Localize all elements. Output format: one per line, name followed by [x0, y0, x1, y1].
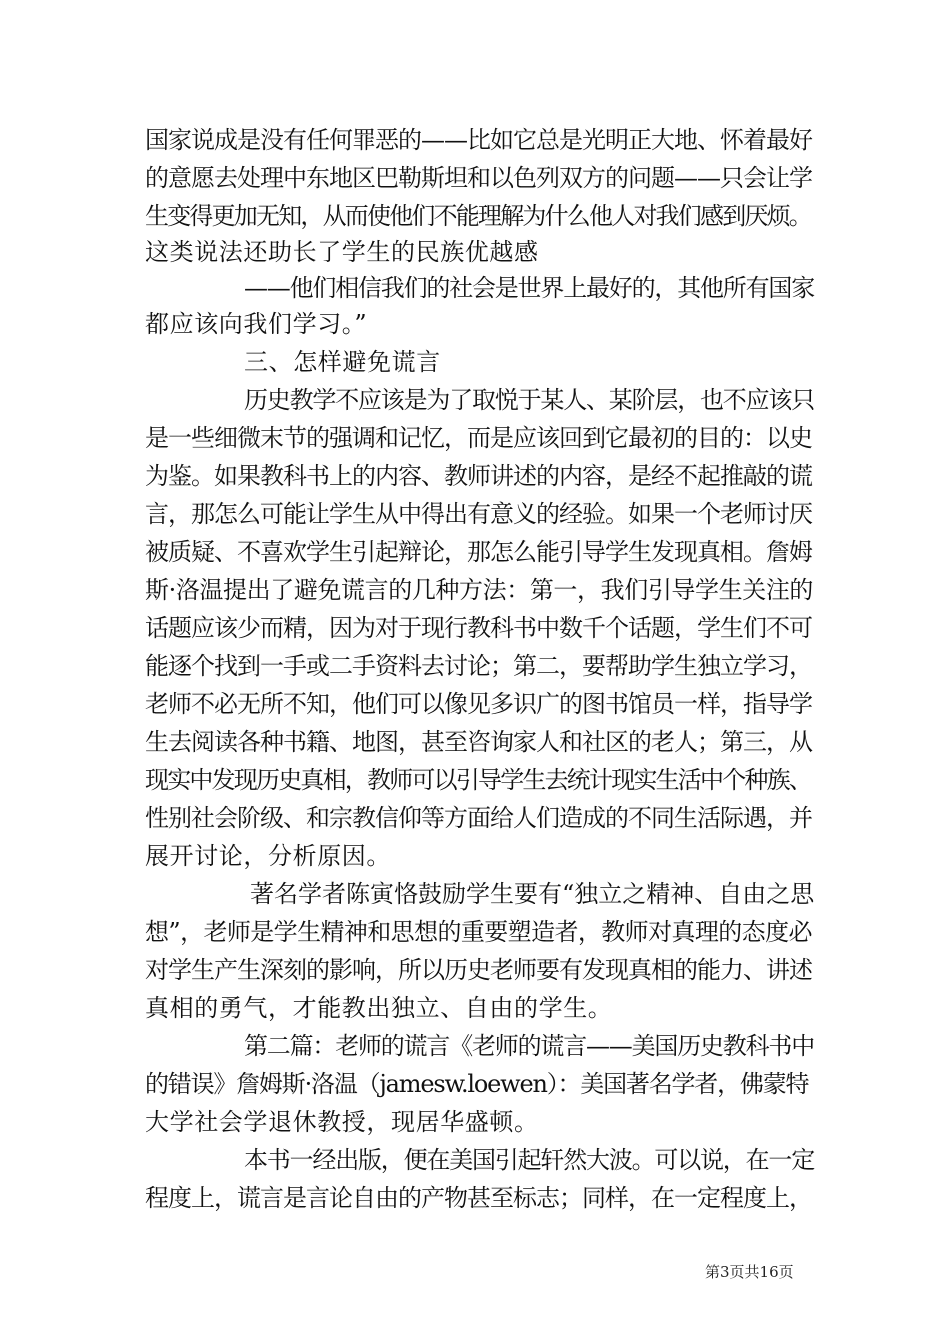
- text-line: 真相的勇气，才能教出独立、自由的学生。: [145, 994, 613, 1022]
- text-line: 对学生产生深刻的影响，所以历史老师要有发现真相的能力、讲述: [145, 956, 812, 984]
- text-line: 生去阅读各种书籍、地图，甚至咨询家人和社区的老人；第三，从: [145, 728, 812, 756]
- text-line: 大学社会学退休教授，现居华盛顿。: [145, 1108, 539, 1136]
- text-line: 本书一经出版，便在美国引起轩然大波。可以说，在一定: [244, 1146, 814, 1174]
- text-line: 展开讨论，分析原因。: [145, 842, 391, 870]
- text-line: 的错误》詹姆斯·洛温（jamesw.loewen）：美国著名学者，佛蒙特: [145, 1070, 809, 1098]
- text-line: 生变得更加无知，从而使他们不能理解为什么他人对我们感到厌烦。: [145, 202, 811, 230]
- text-line: 性别社会阶级、和宗教信仰等方面给人们造成的不同生活际遇，并: [145, 804, 812, 832]
- text-line: 是一些细微末节的强调和记忆，而是应该回到它最初的目的：以史: [145, 424, 812, 452]
- text-line: 著名学者陈寅恪鼓励学生要有“独立之精神、自由之思: [250, 880, 815, 908]
- text-line: 历史教学不应该是为了取悦于某人、某阶层，也不应该只: [244, 386, 814, 414]
- text-line: 能逐个找到一手或二手资料去讨论；第二，要帮助学生独立学习，: [145, 652, 812, 680]
- text-line: 这类说法还助长了学生的民族优越感: [145, 238, 539, 266]
- text-line: 程度上，谎言是言论自由的产物甚至标志；同样，在一定程度上，: [145, 1184, 812, 1212]
- text-line: 老师不必无所不知，他们可以像见多识广的图书馆员一样，指导学: [145, 690, 812, 718]
- text-line: 被质疑、不喜欢学生引起辩论，那怎么能引导学生发现真相。詹姆: [145, 538, 812, 566]
- text-line: 为鉴。如果教科书上的内容、教师讲述的内容，是经不起推敲的谎: [145, 462, 812, 490]
- text-line: 都应该向我们学习。”: [145, 310, 368, 338]
- page-number: 第3页共16页: [705, 1263, 794, 1281]
- text-line: ——他们相信我们的社会是世界上最好的，其他所有国家: [244, 274, 814, 302]
- text-line: 言，那怎么可能让学生从中得出有意义的经验。如果一个老师讨厌: [145, 500, 812, 528]
- text-line: 第二篇：老师的谎言《老师的谎言——美国历史教科书中: [244, 1032, 814, 1060]
- text-line: 国家说成是没有任何罪恶的——比如它总是光明正大地、怀着最好: [145, 126, 812, 154]
- text-line: 现实中发现历史真相，教师可以引导学生去统计现实生活中个种族、: [145, 766, 811, 794]
- text-line: 话题应该少而精，因为对于现行教科书中数千个话题，学生们不可: [145, 614, 812, 642]
- text-line: 想”，老师是学生精神和思想的重要塑造者，教师对真理的态度必: [145, 918, 812, 946]
- text-line: 斯·洛温提出了避免谎言的几种方法：第一，我们引导学生关注的: [145, 576, 814, 604]
- section-heading: 三、怎样避免谎言: [244, 348, 441, 376]
- text-line: 的意愿去处理中东地区巴勒斯坦和以色列双方的问题——只会让学: [145, 164, 812, 192]
